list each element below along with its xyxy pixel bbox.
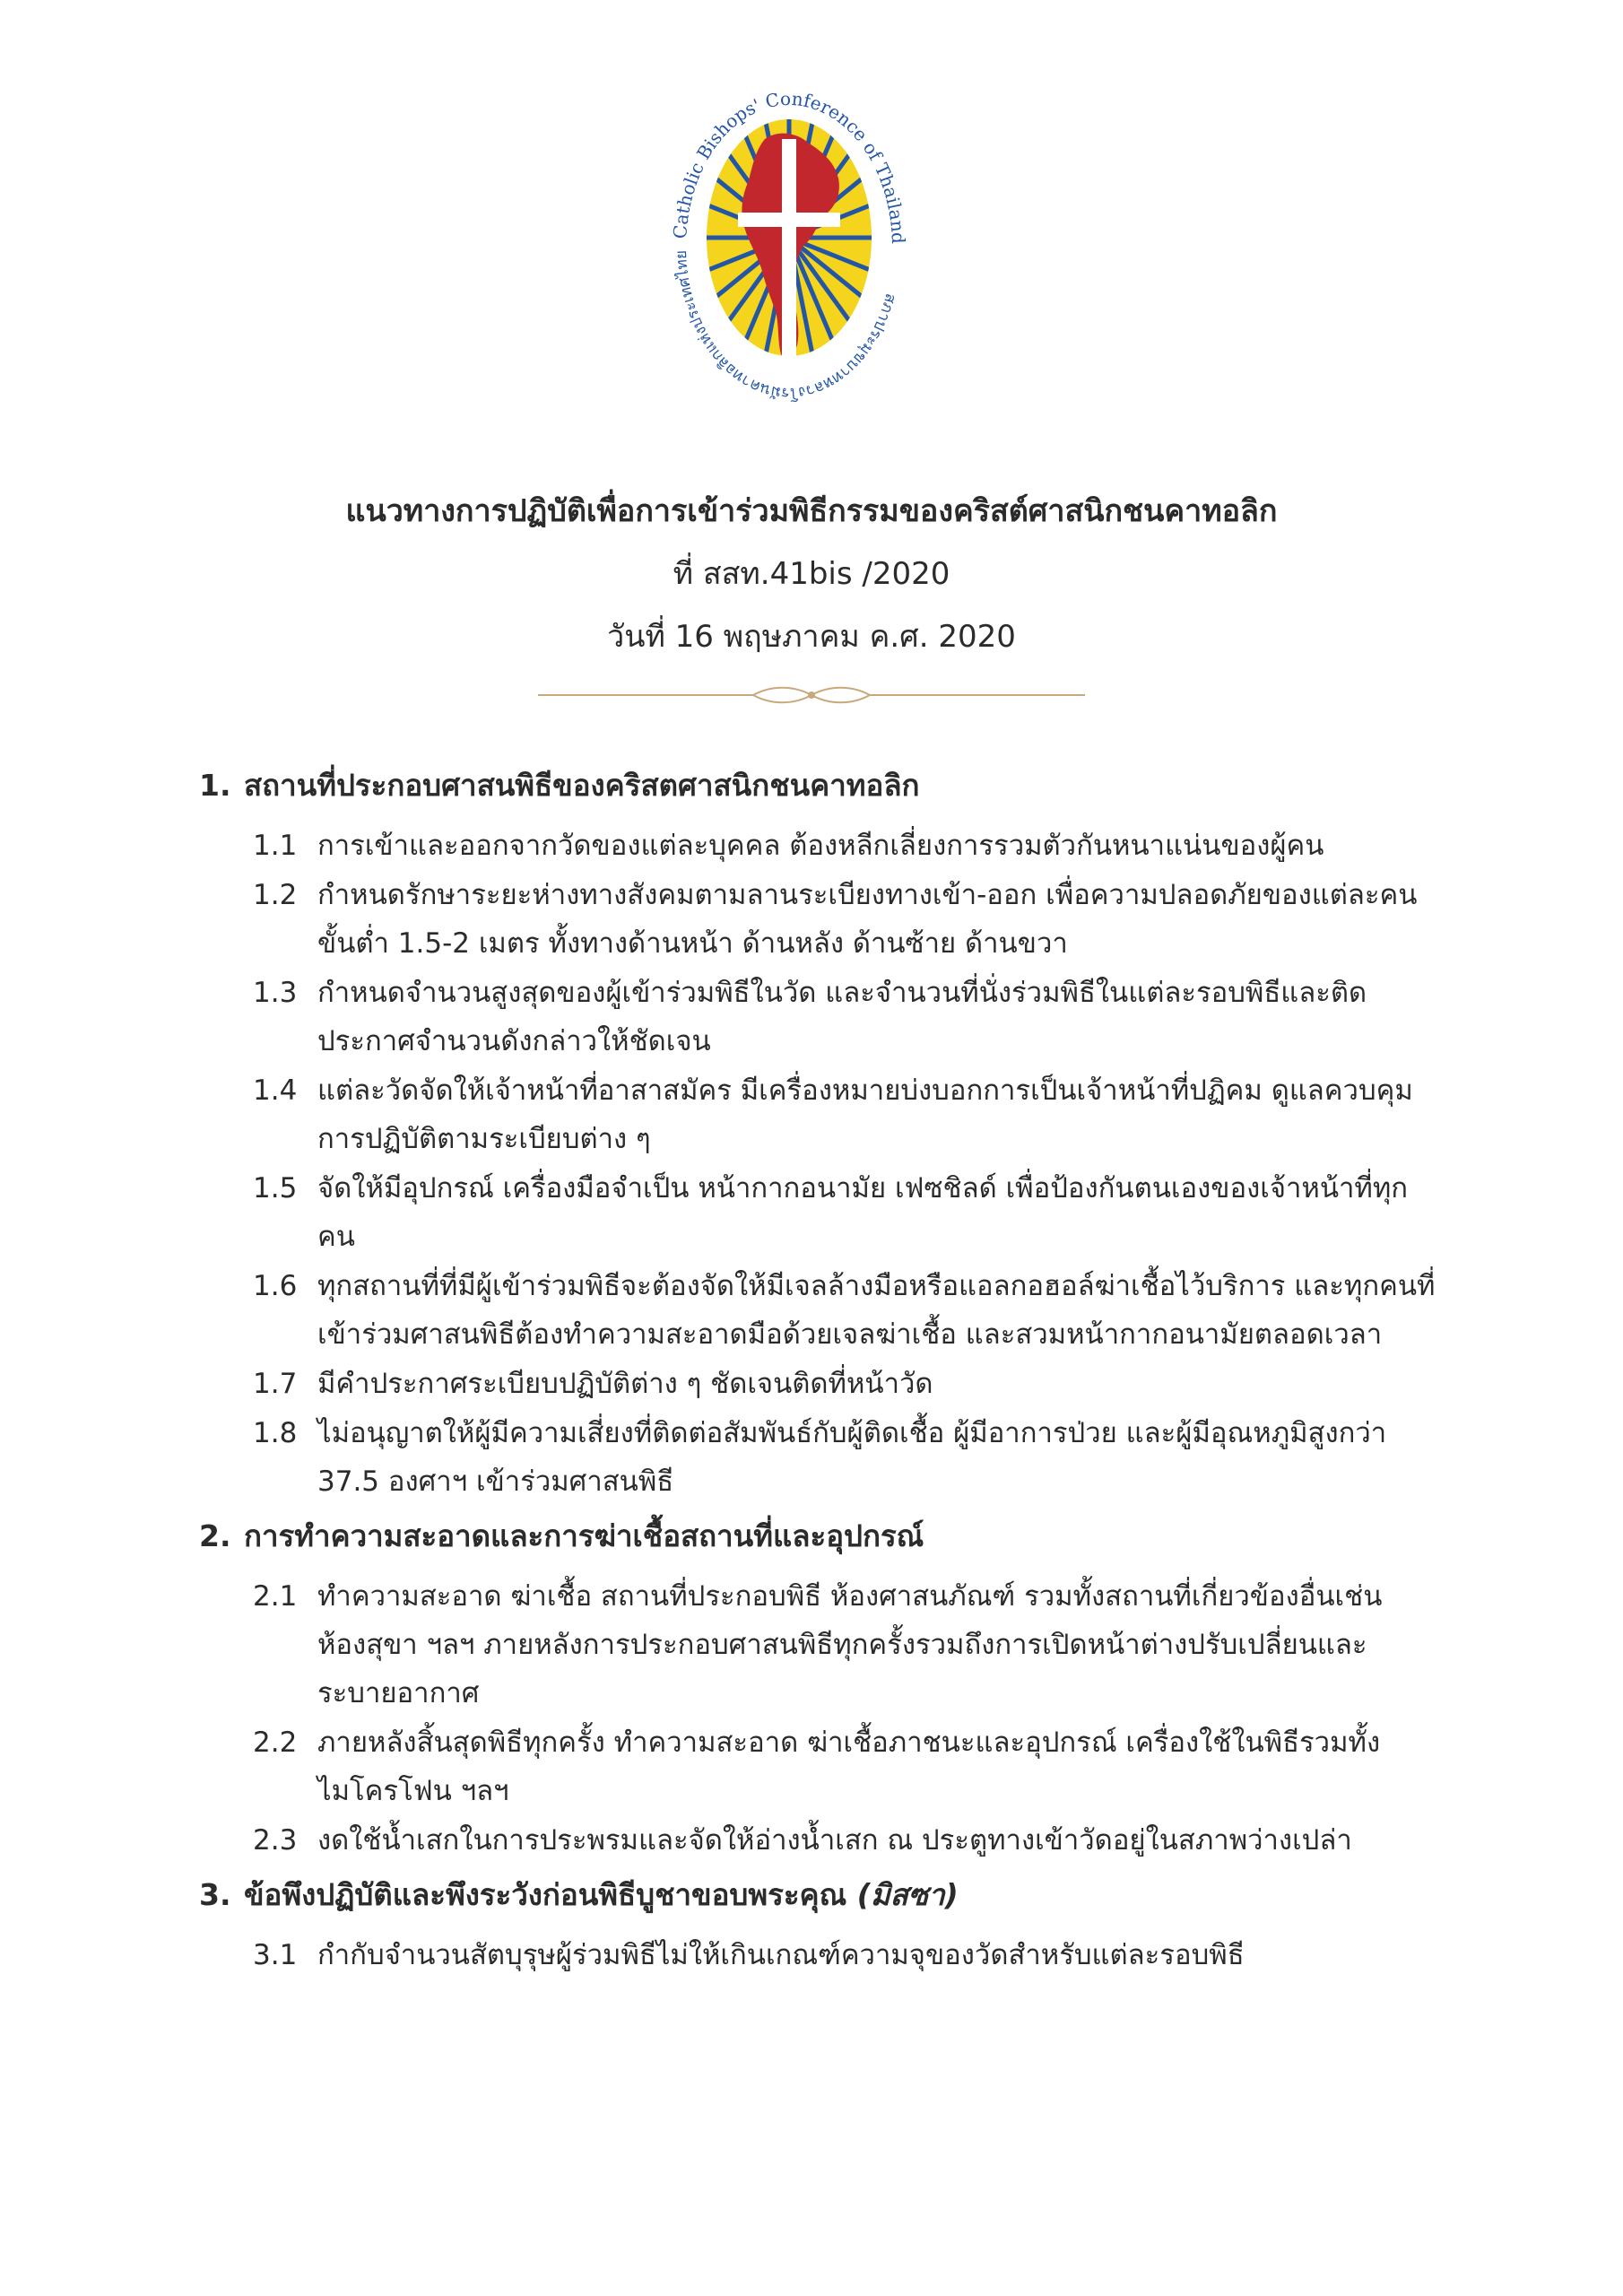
section-3 — [199, 1872, 1436, 1979]
item-number: 1.5 — [253, 1172, 298, 1205]
catholic-bishops-conference-logo — [659, 76, 919, 417]
section-number: 2. — [199, 1518, 231, 1553]
decorative-divider — [538, 683, 1085, 707]
document-body — [199, 762, 1436, 1987]
item-text: ทุกสถานที่ที่มีผู้เข้าร่วมพิธีจะต้องจัดให้มีเจลล้างมือหรือแอลกอฮอล์ฆ่าเชื้อไว้บริการ และทุกคนที่เข้าร่วมศาสนพิธีต้องทำความสะอาดมือด้วยเจลฆ่าเชื้อ และสวมหน้ากากอนามัยตลอดเวลา — [317, 1270, 1436, 1351]
item-number: 1.2 — [253, 879, 298, 911]
document-date: วันที่ 16 พฤษภาคม ค.ศ. 2020 — [607, 619, 1016, 655]
item-number: 1.6 — [253, 1270, 298, 1302]
section-heading — [199, 1513, 1436, 1560]
logo-thai-text: สภาประมุขบาทหลวงโรมันคาทอลิกแห่งประเทศไทย — [672, 249, 900, 403]
item-number: 3.1 — [253, 1939, 298, 1971]
section-number: 3. — [199, 1877, 231, 1912]
item-number: 1.8 — [253, 1417, 298, 1449]
item-text: กำหนดจำนวนสูงสุดของผู้เข้าร่วมพิธีในวัด และจำนวนที่นั่งร่วมพิธีในแต่ละรอบพิธีและติดประกาศจำนวนดังกล่าวให้ชัดเจน — [317, 977, 1367, 1057]
item-text: กำหนดรักษาระยะห่างทางสังคมตามลานระเบียงทางเข้า-ออก เพื่อความปลอดภัยของแต่ละคนขั้นต่ำ 1.5-2 เมตร ทั้งทางด้านหน้า ด้านหลัง ด้านซ้าย ด้านขวา — [317, 879, 1418, 960]
document-title: แนวทางการปฏิบัติเพื่อการเข้าร่วมพิธีกรรมของคริสต์ศาสนิกชนคาทอลิก — [345, 493, 1278, 529]
section-title: การทำความสะอาดและการฆ่าเชื้อสถานที่และอุปกรณ์ — [244, 1518, 924, 1553]
list-item — [253, 1718, 1436, 1815]
section-number: 1. — [199, 768, 231, 803]
section-2 — [199, 1513, 1436, 1865]
section-title — [244, 1872, 959, 1918]
item-text: การเข้าและออกจากวัดของแต่ละบุคคล ต้องหลีกเลี่ยงการรวมตัวกันหนาแน่นของผู้คน — [317, 830, 1324, 862]
item-number: 2.3 — [253, 1824, 298, 1857]
section-heading — [199, 1872, 1436, 1918]
document-reference-number: ที่ สสท.41bis /2020 — [673, 556, 950, 592]
section-title: สถานที่ประกอบศาสนพิธีของคริสตศาสนิกชนคาทอลิก — [244, 768, 920, 803]
item-number: 2.2 — [253, 1726, 298, 1759]
item-text: มีคำประกาศระเบียบปฏิบัติต่าง ๆ ชัดเจนติดที่หน้าวัด — [317, 1368, 933, 1400]
item-number: 1.3 — [253, 977, 298, 1009]
item-text: ทำความสะอาด ฆ่าเชื้อ สถานที่ประกอบพิธี ห้องศาสนภัณฑ์ รวมทั้งสถานที่เกี่ยวข้องอื่นเช่น ห้องสุขา ฯลฯ ภายหลังการประกอบศาสนพิธีทุกครั้งรวมถึงการเปิดหน้าต่างปรับเปลี่ยนและระบายอากาศ — [317, 1580, 1383, 1709]
item-number: 2.1 — [253, 1580, 298, 1613]
item-text: ไม่อนุญาตให้ผู้มีความเสี่ยงที่ติดต่อสัมพันธ์กับผู้ติดเชื้อ ผู้มีอาการป่วย และผู้มีอุณหภูมิสูงกว่า 37.5 องศาฯ เข้าร่วมศาสนพิธี — [317, 1417, 1387, 1498]
list-item — [253, 1931, 1436, 1979]
section-title-main: ข้อพึงปฏิบัติและพึงระวังก่อนพิธีบูชาขอบพระคุณ — [244, 1877, 847, 1912]
list-item — [253, 1409, 1436, 1506]
item-number: 1.4 — [253, 1074, 298, 1107]
section-1 — [199, 762, 1436, 1506]
item-text: งดใช้น้ำเสกในการประพรมและจัดให้อ่างน้ำเสก ณ ประตูทางเข้าวัดอยู่ในสภาพว่างเปล่า — [317, 1824, 1352, 1857]
list-item — [253, 1262, 1436, 1359]
item-number: 1.7 — [253, 1368, 298, 1400]
item-number: 1.1 — [253, 830, 298, 862]
logo-english-text: Catholic Bishops' Conference of Thailand — [669, 87, 910, 245]
list-item — [253, 822, 1436, 870]
list-item — [253, 1572, 1436, 1718]
item-text: จัดให้มีอุปกรณ์ เครื่องมือจำเป็น หน้ากากอนามัย เฟซชิลด์ เพื่อป้องกันตนเองของเจ้าหน้าที่ทุกคน — [317, 1172, 1409, 1253]
document-header — [0, 489, 1623, 677]
item-text: ภายหลังสิ้นสุดพิธีทุกครั้ง ทำความสะอาด ฆ่าเชื้อภาชนะและอุปกรณ์ เครื่องใช้ในพิธีรวมทั้งไมโครโฟน ฯลฯ — [317, 1726, 1381, 1807]
section-title-italic: (มิสซา) — [856, 1877, 959, 1912]
item-text: แต่ละวัดจัดให้เจ้าหน้าที่อาสาสมัคร มีเครื่องหมายบ่งบอกการเป็นเจ้าหน้าที่ปฏิคม ดูแลควบคุมการปฏิบัติตามระเบียบต่าง ๆ — [317, 1074, 1413, 1155]
list-item — [253, 1066, 1436, 1163]
list-item — [253, 969, 1436, 1065]
list-item — [253, 1360, 1436, 1408]
list-item — [253, 1816, 1436, 1865]
section-heading — [199, 762, 1436, 809]
list-item — [253, 1164, 1436, 1261]
list-item — [253, 871, 1436, 968]
item-text: กำกับจำนวนสัตบุรุษผู้ร่วมพิธีไม่ให้เกินเกณฑ์ความจุของวัดสำหรับแต่ละรอบพิธี — [317, 1939, 1245, 1971]
